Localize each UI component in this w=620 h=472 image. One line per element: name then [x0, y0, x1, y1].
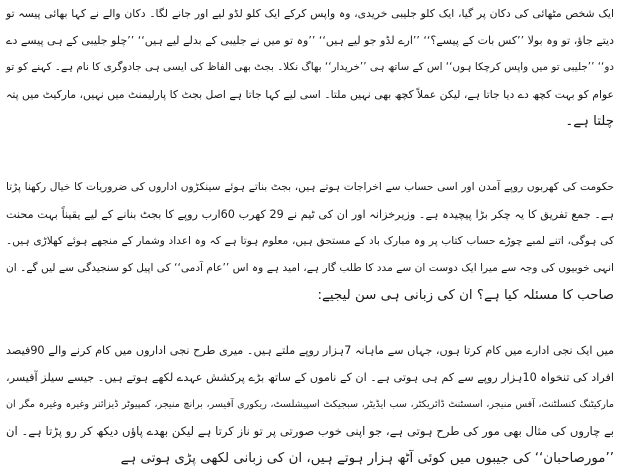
- text-line: چلتا ہے۔: [565, 114, 614, 129]
- text-line: افراد کی تنخواہ 10ہزار روپے سے کم ہی ہوتی ہے۔ ان کے ناموں کے ساتھ بڑے پرکشش عہدے لکھے ہوتے ہیں۔ جیسے سیلز آفیسر،: [6, 371, 614, 384]
- text-line: بے چاروں کی مثال بھی مور کی طرح ہوتی ہے، جو اپنی خوب صورتی پر تو ناز کرتا ہے لیکن بھدے پاؤں دیکھ کر رو پڑتا ہے۔ ان: [6, 424, 614, 438]
- text-line: ’’مورصاحبان‘‘ کی جیبوں میں کوئی آٹھ ہزار ہوتے ہیں، ان کی زبانی لکھی پڑی ہوتی ہے: [120, 451, 614, 466]
- text-line: مارکیٹنگ کنسلٹنٹ، آفس منیجر، اسسٹنٹ ڈائریکٹر، سب ایڈیٹر، سبجیکٹ اسپیشلسٹ، ریکوری آفیسر، برانچ منیجر، کمپیوٹر ڈیزائنر وغیرہ وغیرہ مگر ان: [6, 399, 614, 410]
- text-line: دو‘‘ ’’جلیبی تو میں واپس کرچکا ہوں‘‘ اس کے ساتھ ہی ’’خریدار‘‘ بھاگ نکلا۔ بجٹ بھی الفاظ کی ایسی ہی جادوگری کا نام ہے۔ کہنے کو تو: [6, 61, 614, 73]
- text-line: ہے۔ جمع تفریق کا یہ چکر بڑا پیچیدہ ہے۔ وزیرخزانہ اور ان کی ٹیم نے 29 کھرب 60ارب روپے کا بجٹ بنانے کے لیے یقیناً بہت محنت: [6, 208, 615, 221]
- paragraph-sweet-shop-anecdote: [6, 0, 614, 135]
- paragraph-friend-testimony: [6, 337, 614, 472]
- text-line: میں ایک نجی ادارے میں کام کرتا ہوں، جہاں سے ماہانہ 7ہزار روپے ملتے ہیں۔ میری طرح نجی اداروں میں کام کرنے والے 90فیصد: [6, 344, 615, 357]
- text-line: ایک شخص مٹھائی کی دکان پر گیا، ایک کلو جلیبی خریدی، وہ واپس کرکے ایک کلو لڈو لیے اور جانے لگا۔ دکان والے نے کہا بھائی پیسہ تو: [6, 7, 614, 20]
- text-line: انہی خوبیوں کی وجہ سے میرا ایک دوست ان سے مدد کا طلب گار ہے، امید ہے وہ اس ’’عام آدمی‘‘ کی اپیل کو سنجیدگی سے لیں گے۔ ان: [6, 262, 614, 274]
- text-line: دیتے جاؤ، تو وہ بولا ’’کس بات کے پیسے؟‘‘ ’’ارے لڈو جو لیے ہیں‘‘ ’’وہ تو میں نے جلیبی کے بدلے لیے ہیں‘‘ ’’چلو جلیبی کے ہی پیسے دے: [6, 34, 614, 47]
- text-line: صاحب کا مسئلہ کیا ہے؟ ان کی زبانی ہی سن لیجیے:: [317, 288, 614, 303]
- text-line: عوام کو بہت کچھ دے دیا جاتا ہے، لیکن عملاً کچھ بھی نہیں ملتا۔ اسی لیے کہا جاتا ہے اصل بجٹ کا پارلیمنٹ میں نہیں، مارکیٹ میں پتہ: [6, 88, 614, 101]
- paragraph-government-budget: [6, 174, 614, 309]
- text-line: حکومت کی کھربوں روپے آمدن اور اسی حساب سے اخراجات ہوتے ہیں، بجٹ بناتے ہوئے سینکڑوں اداروں کی ضروریات کا خیال رکھنا پڑتا: [6, 181, 614, 193]
- text-line: کی ہوگی، اتنے لمبے چوڑے حساب کتاب پر وہ مبارک باد کے مستحق ہیں، معلوم ہوتا ہے کہ وہ اعداد وشمار کے منجھے ہوئے کھلاڑی ہیں۔: [6, 235, 614, 247]
